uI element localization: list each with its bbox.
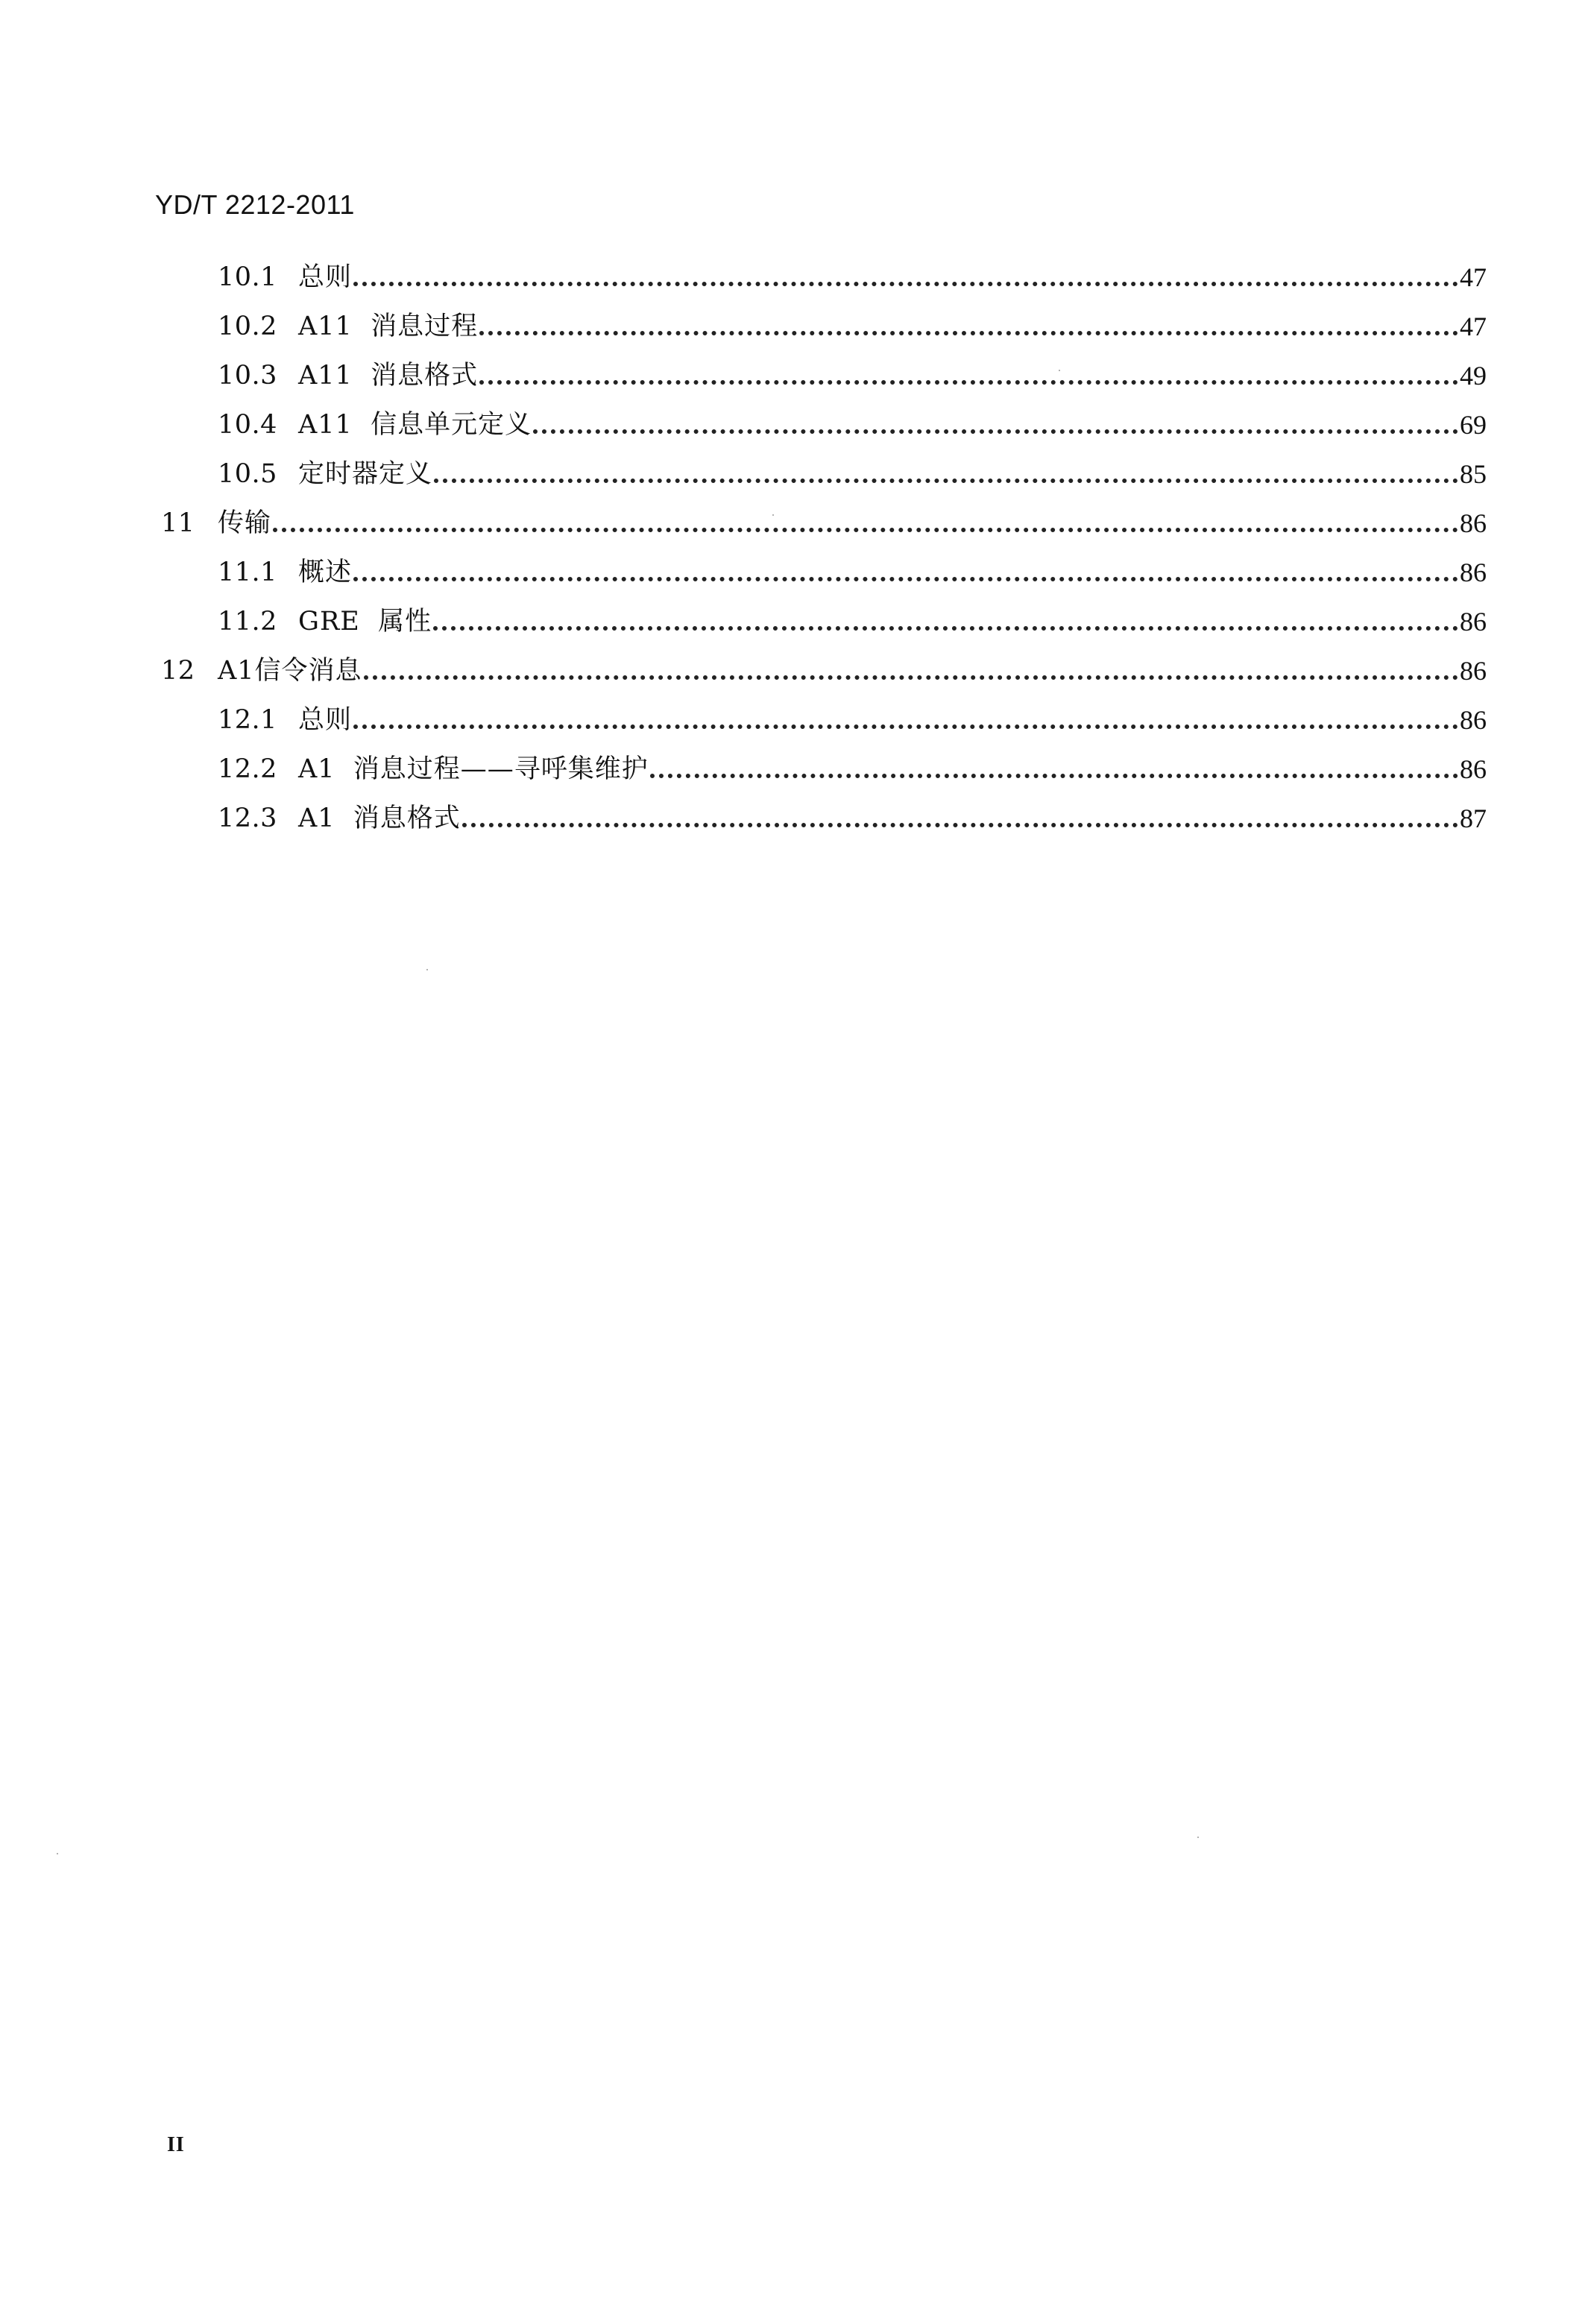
dot-leader (353, 561, 1458, 581)
toc-entry-page: 47 (1460, 312, 1487, 341)
dot-leader (462, 806, 1458, 827)
toc-entry-number: 10.4 (218, 410, 277, 440)
toc-entry-title: 总则 (298, 262, 353, 292)
toc-entry-number: 11.1 (218, 558, 277, 587)
toc-entry-title: GRE 属性 (298, 607, 432, 637)
toc-entry-page: 86 (1460, 656, 1487, 686)
toc-entry[interactable] (218, 702, 1487, 738)
toc-entry-page: 86 (1460, 558, 1487, 587)
toc-entry-title: A11 消息过程 (298, 312, 479, 341)
dot-leader (353, 265, 1458, 286)
document-code: YD/T 2212-2011 (155, 189, 355, 220)
toc-chapter-entry[interactable] (161, 653, 1487, 689)
toc-entry-number: 10.2 (218, 312, 277, 341)
toc-entry-page: 86 (1460, 705, 1487, 735)
dot-leader (479, 364, 1458, 385)
scan-speck (426, 969, 428, 970)
toc-entry[interactable] (218, 555, 1487, 590)
toc-entry-title: A1 消息过程——寻呼集维护 (298, 754, 649, 784)
dot-leader (650, 757, 1458, 778)
toc-entry-title: A1 消息格式 (298, 803, 461, 833)
dot-leader (479, 315, 1458, 335)
toc-entry[interactable] (218, 358, 1487, 394)
toc-entry[interactable] (218, 801, 1487, 836)
toc-entry-page: 85 (1460, 459, 1487, 489)
toc-entry[interactable] (218, 751, 1487, 787)
toc-entry-title: 总则 (298, 705, 353, 735)
toc-entry-number: 12.3 (218, 803, 277, 833)
toc-entry-page: 87 (1460, 803, 1487, 833)
scan-speck (1197, 1837, 1199, 1838)
toc-entry-number: 10.1 (218, 262, 277, 292)
toc-entry[interactable] (218, 604, 1487, 640)
dot-leader (364, 659, 1458, 680)
toc-entry-page: 49 (1460, 361, 1487, 391)
toc-entry[interactable] (218, 456, 1487, 492)
scan-speck (1059, 370, 1060, 371)
toc-chapter-entry[interactable] (161, 505, 1487, 541)
dot-leader (434, 462, 1458, 483)
toc-entry-number: 12 (161, 656, 195, 686)
dot-leader (273, 511, 1458, 532)
toc-entry-number: 12.1 (218, 705, 277, 735)
toc-entry-title: A1信令消息 (218, 656, 362, 686)
dot-leader (353, 708, 1458, 729)
toc-entry-title: 定时器定义 (298, 459, 433, 489)
toc-entry-number: 12.2 (218, 754, 277, 784)
toc-entry-number: 10.5 (218, 459, 277, 489)
table-of-contents (0, 0, 1585, 894)
dot-leader (533, 413, 1458, 434)
toc-entry-number: 11 (161, 508, 195, 538)
toc-entry-title: 传输 (218, 508, 272, 538)
toc-entry-page: 86 (1460, 508, 1487, 538)
toc-entry-page: 47 (1460, 262, 1487, 292)
page-number: II (167, 2133, 185, 2156)
dot-leader (433, 610, 1458, 631)
toc-entry-title: 概述 (298, 558, 353, 587)
toc-entry-page: 86 (1460, 607, 1487, 637)
scan-speck (57, 1853, 58, 1854)
scan-speck (772, 514, 774, 516)
toc-entry-number: 11.2 (218, 607, 277, 637)
toc-entry[interactable] (218, 259, 1487, 295)
toc-entry-title: A11 消息格式 (298, 361, 479, 391)
toc-entry-page: 69 (1460, 410, 1487, 440)
toc-entry-number: 10.3 (218, 361, 277, 391)
toc-entry-page: 86 (1460, 754, 1487, 784)
toc-entry[interactable] (218, 309, 1487, 344)
toc-entry[interactable] (218, 407, 1487, 443)
toc-entry-title: A11 信息单元定义 (298, 410, 532, 440)
